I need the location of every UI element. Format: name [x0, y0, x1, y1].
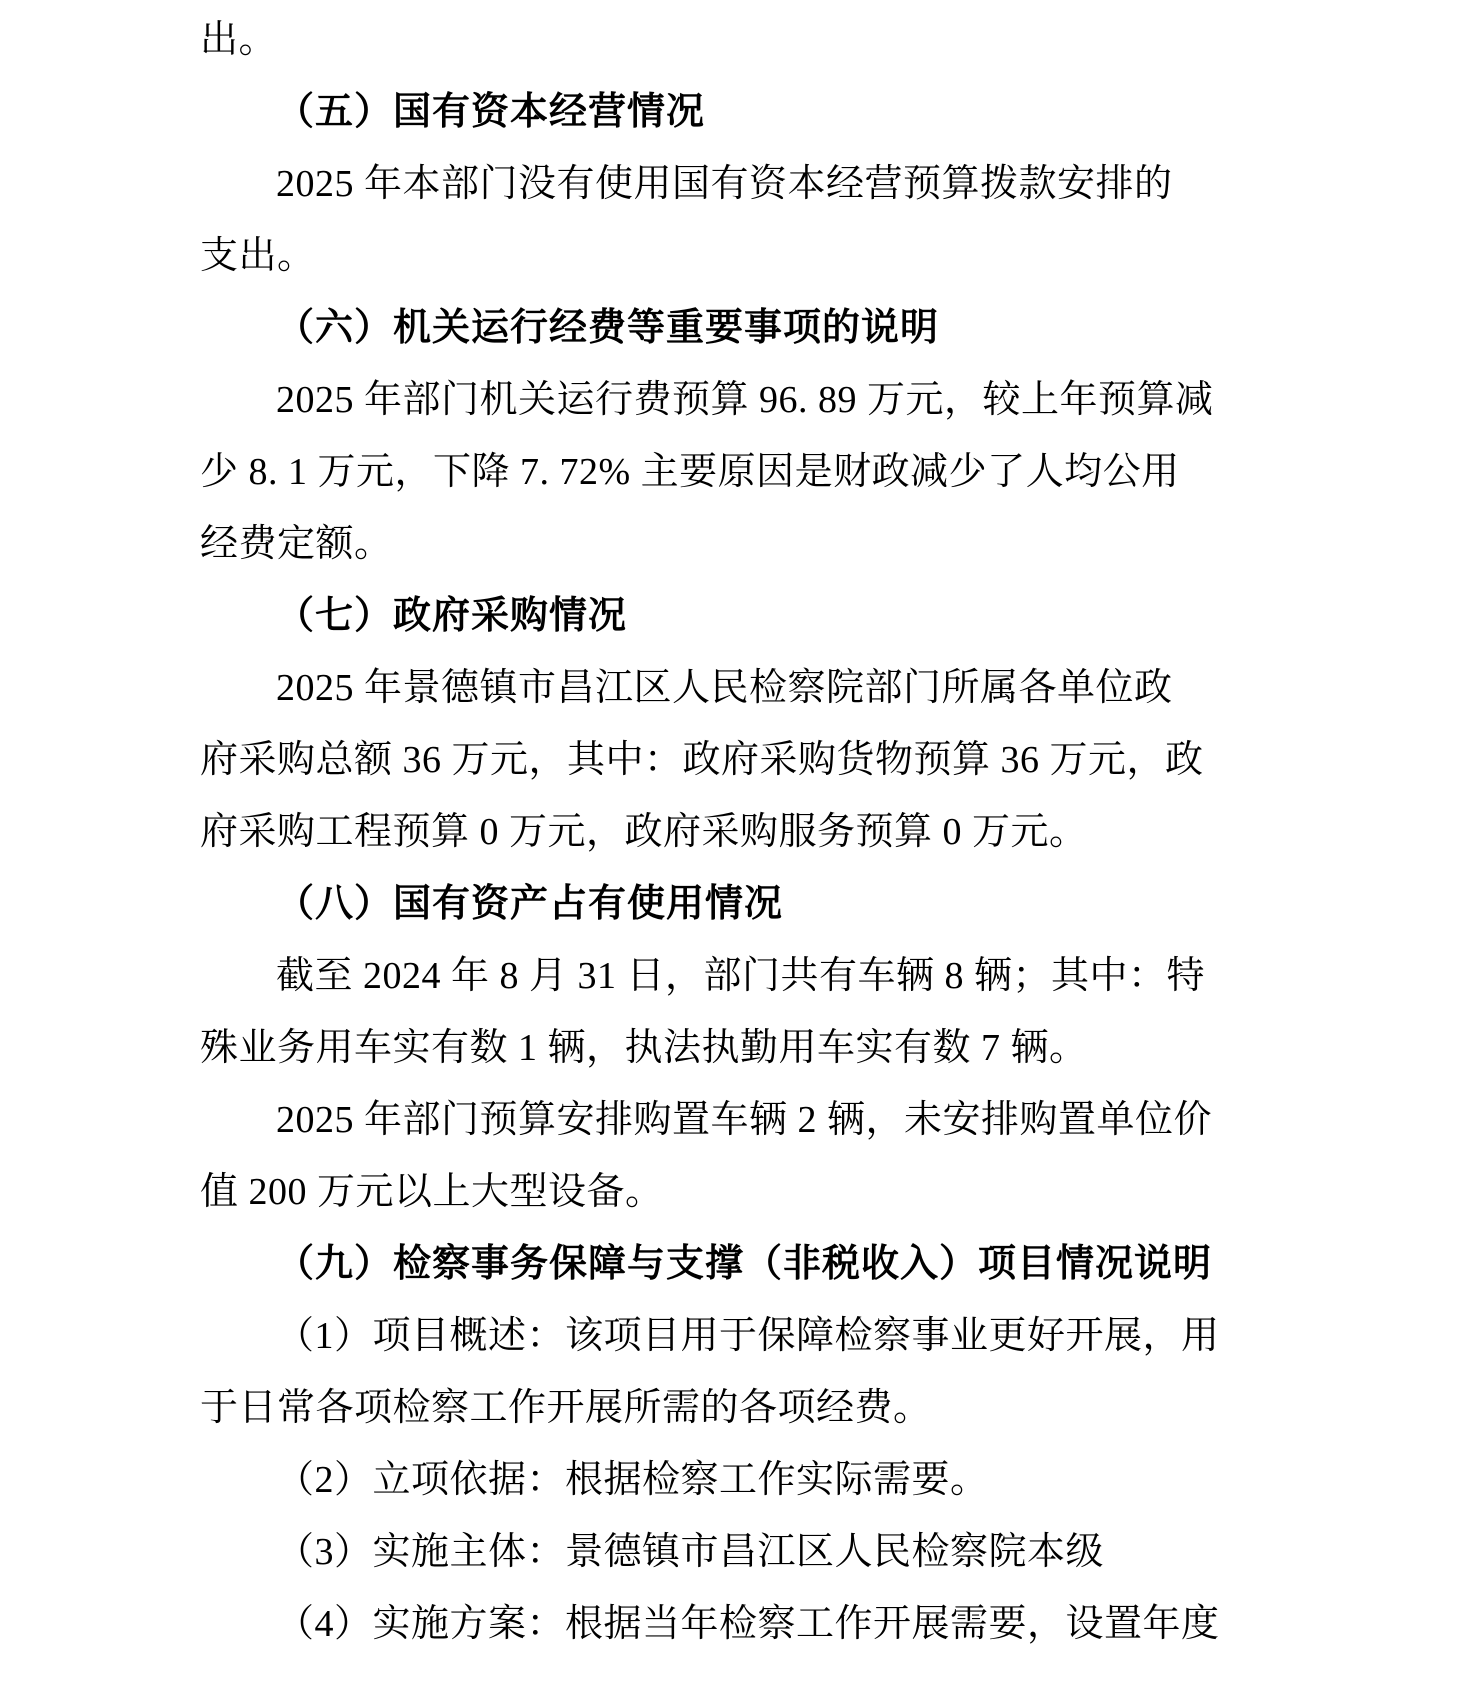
paragraph-continuation: 于日常各项检察工作开展所需的各项经费。 [200, 1387, 932, 1429]
paragraph-continuation: 府采购总额 36 万元，其中：政府采购货物预算 36 万元，政 [200, 739, 1204, 781]
paragraph: 截至 2024 年 8 月 31 日，部门共有车辆 8 辆；其中：特 [276, 955, 1206, 997]
paragraph: 2025 年景德镇市昌江区人民检察院部门所属各单位政 [276, 667, 1173, 709]
paragraph-continuation: 值 200 万元以上大型设备。 [200, 1171, 664, 1213]
paragraph-item-1: （1）项目概述：该项目用于保障检察事业更好开展，用 [276, 1315, 1220, 1357]
paragraph-item-4: （4）实施方案：根据当年检察工作开展需要，设置年度 [276, 1603, 1220, 1645]
paragraph-continuation: 少 8. 1 万元，下降 7. 72% 主要原因是财政减少了人均公用 [200, 451, 1180, 493]
paragraph-continuation: 府采购工程预算 0 万元，政府采购服务预算 0 万元。 [200, 811, 1088, 853]
section-heading-nine: （九）检察事务保障与支撑（非税收入）项目情况说明 [276, 1243, 1213, 1285]
paragraph: 2025 年部门机关运行费预算 96. 89 万元，较上年预算减 [276, 379, 1214, 421]
paragraph-continuation: 经费定额。 [200, 523, 393, 565]
paragraph-continuation: 出。 [200, 19, 278, 61]
paragraph-item-2: （2）立项依据：根据检察工作实际需要。 [276, 1459, 989, 1501]
paragraph: 2025 年本部门没有使用国有资本经营预算拨款安排的 [276, 163, 1173, 205]
section-heading-eight: （八）国有资产占有使用情况 [276, 883, 784, 925]
paragraph: 2025 年部门预算安排购置车辆 2 辆，未安排购置单位价 [276, 1099, 1213, 1141]
paragraph-continuation: 殊业务用车实有数 1 辆，执法执勤用车实有数 7 辆。 [200, 1027, 1088, 1069]
document-body [200, 0, 1280, 1660]
section-heading-six: （六）机关运行经费等重要事项的说明 [276, 307, 940, 349]
paragraph-item-3: （3）实施主体：景德镇市昌江区人民检察院本级 [276, 1531, 1105, 1573]
paragraph-continuation: 支出。 [200, 235, 316, 277]
section-heading-seven: （七）政府采购情况 [276, 595, 628, 637]
section-heading-five: （五）国有资本经营情况 [276, 91, 706, 133]
